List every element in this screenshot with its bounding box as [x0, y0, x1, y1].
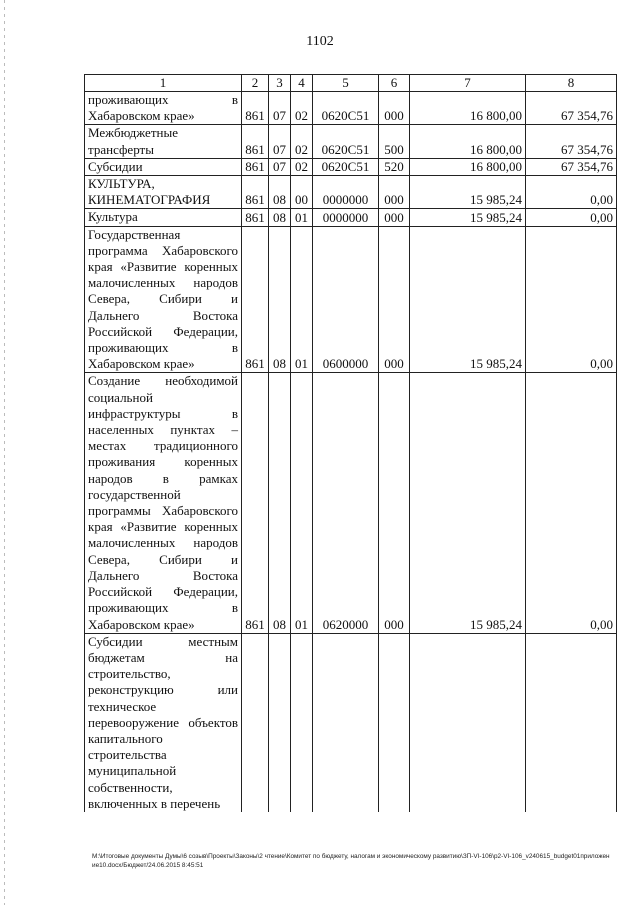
table-row: [85, 373, 617, 633]
cell-ministry: 861: [242, 158, 269, 175]
cell-section: [269, 633, 291, 812]
cell-ministry: 861: [242, 209, 269, 226]
cell-amount-b: [526, 633, 617, 812]
cell-section: 08: [269, 176, 291, 209]
column-header: 3: [269, 75, 291, 92]
cell-target-article: [313, 633, 379, 812]
cell-amount-b: 0,00: [526, 373, 617, 633]
cell-amount-a: 15 985,24: [410, 373, 526, 633]
row-description: Культура: [85, 209, 242, 226]
cell-subsection: 02: [291, 158, 313, 175]
table-row: [85, 92, 617, 125]
cell-amount-a: 15 985,24: [410, 176, 526, 209]
cell-ministry: 861: [242, 226, 269, 373]
cell-amount-b: 67 354,76: [526, 158, 617, 175]
page-number: 1102: [306, 34, 334, 49]
cell-section: 07: [269, 158, 291, 175]
cell-ministry: [242, 633, 269, 812]
document-footer-path: M:\Итоговые документы Думы\6 созыв\Проекты\Законы\2 чтение\Комитет по бюджету, налогам и экономическому развитию\ЗП-VI-106\р2-VI-106_v240615_budget01приложение10.docx/Бюджет/24.06.2015 8:45:51: [92, 853, 610, 869]
row-description: КУЛЬТУРА, КИНЕМАТОГРАФИЯ: [85, 176, 242, 209]
cell-amount-a: 16 800,00: [410, 158, 526, 175]
cell-section: 07: [269, 125, 291, 158]
cell-target-article: 0000000: [313, 209, 379, 226]
cell-target-article: 0600000: [313, 226, 379, 373]
cell-ministry: 861: [242, 373, 269, 633]
table-row: [85, 125, 617, 158]
cell-expense-type: 000: [379, 92, 410, 125]
cell-expense-type: 000: [379, 176, 410, 209]
cell-subsection: 02: [291, 92, 313, 125]
row-description: проживающих в Хабаровском крае»: [85, 92, 242, 125]
cell-section: 07: [269, 92, 291, 125]
cell-amount-a: 16 800,00: [410, 92, 526, 125]
cell-amount-a: 15 985,24: [410, 209, 526, 226]
table-row: [85, 633, 617, 812]
cell-subsection: 01: [291, 226, 313, 373]
cell-expense-type: 520: [379, 158, 410, 175]
row-description: Государственная программа Хабаровского края «Развитие коренных малочисленных народов Севера, Сибири и Дальнего Востока Российской Федерации, проживающих в Хабаровском крае»: [85, 226, 242, 373]
column-header: 4: [291, 75, 313, 92]
row-description: Создание необходимой социальной инфраструктуры в населенных пунктах – местах традиционного проживания коренных народов в рамках государственной программы Хабаровского края «Развитие коренных малочисленных народов Севера, Сибири и Дальнего Востока Российской Федерации, проживающих в Хабаровском крае»: [85, 373, 242, 633]
column-header: 5: [313, 75, 379, 92]
cell-amount-a: 15 985,24: [410, 226, 526, 373]
cell-expense-type: [379, 633, 410, 812]
cell-amount-a: 16 800,00: [410, 125, 526, 158]
cell-expense-type: 500: [379, 125, 410, 158]
cell-section: 08: [269, 209, 291, 226]
scan-edge: [4, 0, 5, 905]
cell-subsection: 01: [291, 209, 313, 226]
row-description: Межбюджетные трансферты: [85, 125, 242, 158]
table-row: [85, 176, 617, 209]
cell-subsection: 02: [291, 125, 313, 158]
cell-section: 08: [269, 373, 291, 633]
cell-amount-b: 67 354,76: [526, 125, 617, 158]
cell-target-article: 0620С51: [313, 92, 379, 125]
cell-expense-type: 000: [379, 209, 410, 226]
cell-subsection: 00: [291, 176, 313, 209]
cell-target-article: 0620С51: [313, 125, 379, 158]
table-header-row: [85, 75, 617, 92]
table-row: [85, 226, 617, 373]
cell-amount-b: 0,00: [526, 209, 617, 226]
table-row: [85, 158, 617, 175]
cell-amount-b: 0,00: [526, 176, 617, 209]
column-header: 2: [242, 75, 269, 92]
cell-target-article: 0620С51: [313, 158, 379, 175]
column-header: 8: [526, 75, 617, 92]
cell-amount-b: 67 354,76: [526, 92, 617, 125]
column-header: 1: [85, 75, 242, 92]
cell-target-article: 0620000: [313, 373, 379, 633]
cell-target-article: 0000000: [313, 176, 379, 209]
cell-ministry: 861: [242, 125, 269, 158]
cell-subsection: 01: [291, 373, 313, 633]
cell-amount-a: [410, 633, 526, 812]
cell-ministry: 861: [242, 176, 269, 209]
row-description: Субсидии местным бюджетам на строительство, реконструкцию или техническое перевооружение объектов капитального строительства муниципальной собственности, включенных в перечень: [85, 633, 242, 812]
row-description: Субсидии: [85, 158, 242, 175]
budget-table: [84, 74, 617, 812]
column-header: 7: [410, 75, 526, 92]
column-header: 6: [379, 75, 410, 92]
table-row: [85, 209, 617, 226]
cell-amount-b: 0,00: [526, 226, 617, 373]
cell-ministry: 861: [242, 92, 269, 125]
cell-section: 08: [269, 226, 291, 373]
cell-subsection: [291, 633, 313, 812]
cell-expense-type: 000: [379, 373, 410, 633]
cell-expense-type: 000: [379, 226, 410, 373]
